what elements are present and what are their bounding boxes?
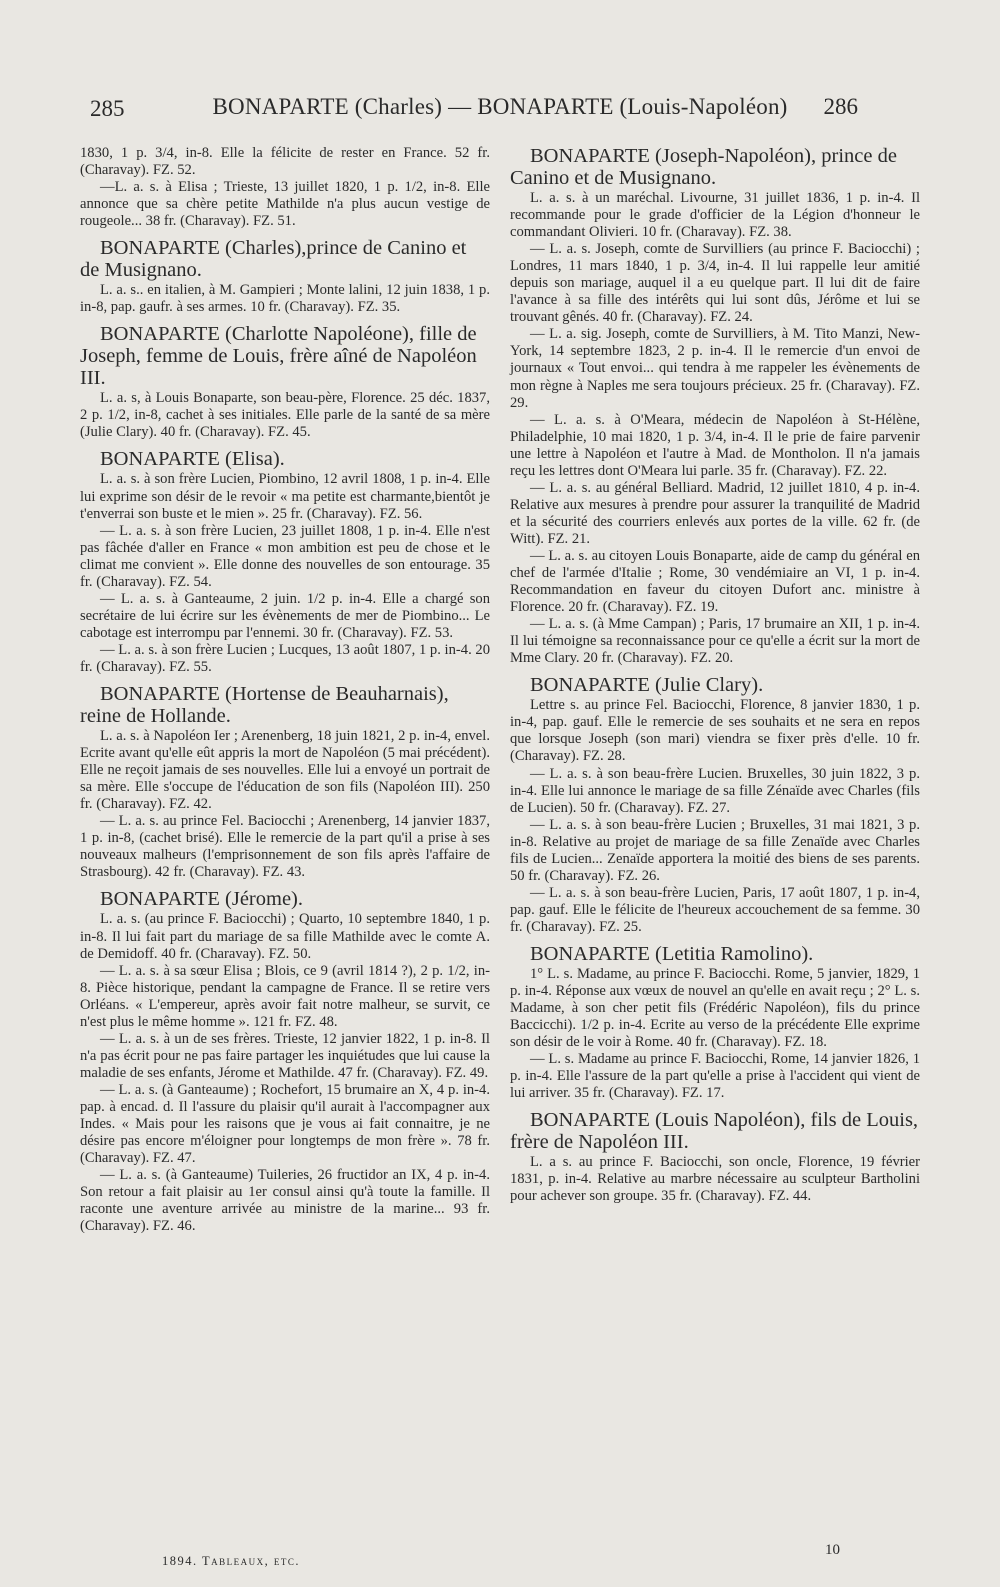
right-column [510, 145, 920, 1205]
lot-description: L. a. s, à Louis Bonaparte, son beau-père, Florence. 25 déc. 1837, 2 p. 1/2, in-8, cachet à ses initiales. Elle parle de la santé de sa mère (Julie Clary). 40 fr. (Charavay). FZ. 45. [80, 390, 490, 441]
entry-heading: BONAPARTE (Charles),prince de Canino et de Musignano. [80, 237, 467, 282]
lot-description: — L. a. s. à Ganteaume, 2 juin. 1/2 p. in-4. Elle a chargé son secrétaire de lui écrire sur les évènements de mer de Piombino... Le cabotage est interrompu par l'ennemi. 30 fr. (Charavay). FZ. 53. [80, 590, 490, 641]
entry-heading: BONAPARTE (Jérome). [100, 888, 303, 911]
entry-heading: BONAPARTE (Julie Clary). [530, 674, 764, 697]
entry-heading: BONAPARTE (Louis Napoléon), fils de Louis, frère de Napoléon III. [510, 1109, 919, 1154]
entry-heading: BONAPARTE (Hortense de Beauharnais), reine de Hollande. [80, 683, 449, 728]
catalogue-entry [80, 323, 490, 441]
catalogue-entry [80, 448, 490, 676]
lot-description: — L. a. s. au prince Fel. Baciocchi ; Arenenberg, 14 janvier 1837, 1 p. in-8, (cachet brisé). Elle le remercie de la part qu'il a prise à ses nouveaux malheurs (l'emprisonnement de son fils après l'affaire de Strasbourg). 42 fr. (Charavay). FZ. 43. [80, 813, 490, 881]
page-number-left: 285 [90, 96, 125, 121]
lot-description: — L. a. sig. Joseph, comte de Survilliers, à M. Tito Manzi, New-York, 14 septembre 1823, 2 p. in-4. Il le remercie d'un envoi de journaux « Tout envoi... qui tendra à me rappeler les évènements de mon règne à Naples me sera toujours précieux. 25 fr. (Charavay). FZ. 29. [510, 326, 920, 411]
left-column [80, 145, 490, 1235]
lot-description: — L. a. s. (à Ganteaume) Tuileries, 26 fructidor an IX, 4 p. in-4. Son retour a fait plaisir au 1er consul ainsi qu'à toute la famille. Il raconte une aventure arrivée au ministre de la marine... 93 fr. (Charavay). FZ. 46. [80, 1167, 490, 1235]
catalogue-entry [80, 145, 490, 230]
lot-description: L. a. s. à Napoléon Ier ; Arenenberg, 18 juin 1821, 2 p. in-4, envel. Ecrite avant qu'elle eût appris la mort de Napoléon (5 mai précédent). Elle ne reçoit jamais de ses nouvelles. Elle lui a envoyé un portrait de sa mère. Elle s'occupe de l'éducation de son fils (Napoléon III). 250 fr. (Charavay). FZ. 42. [80, 728, 490, 813]
entry-heading: BONAPARTE (Joseph-Napoléon), prince de Canino et de Musignano. [510, 145, 897, 189]
entry-heading: BONAPARTE (Letitia Ramolino). [530, 942, 814, 965]
lot-description: — L. a. s. (à Ganteaume) ; Rochefort, 15 brumaire an X, 4 p. in-4. pap. à encad. d. Il l'assure du plaisir qu'il aurait à l'accompagner aux Indes. « Mais pour les raisons que je vous ai fait connaitre, je ne désire pas encore m'éloigner pour longtemps de mon frère ». 78 fr. (Charavay). FZ. 47. [80, 1081, 490, 1167]
lot-description: — L. a. s. (à Mme Campan) ; Paris, 17 brumaire an XII, 1 p. in-4. Il lui témoigne sa reconnaissance pour ce qu'elle a écrit sur la mort de Mme Clary. 20 fr. (Charavay). FZ. 20. [510, 616, 920, 667]
printer-note: 1894. Tableaux, etc. [162, 1554, 301, 1568]
lot-description: — L. a. s. à son frère Lucien, 23 juillet 1808, 1 p. in-4. Elle n'est pas fâchée d'aller en France « mon ambition est peu de chose et le climat me convient ». Elle donne des nouvelles de son entourage. 35 fr. (Charavay). FZ. 54. [80, 522, 490, 590]
lot-description: L. a. s. à un maréchal. Livourne, 31 juillet 1836, 1 p. in-4. Il recommande pour le grade d'officier de la Légion d'honneur le commandant Olivieri. 10 fr. (Charavay). FZ. 38. [510, 190, 920, 241]
lot-description: — L. a. s. à sa sœur Elisa ; Blois, ce 9 (avril 1814 ?), 2 p. 1/2, in-8. Pièce historique, pendant la campagne de France. Il se retire vers Orléans. « L'empereur, après avoir fait notre malheur, se survit, ce n'est plus le même homme ». 121 fr. FZ. 48. [80, 962, 490, 1030]
catalogue-entry [80, 237, 490, 316]
lot-description: — L. a. s. à un de ses frères. Trieste, 12 janvier 1822, 1 p. in-8. Il n'a pas écrit pour ne pas faire partager les inquiétudes que lui cause la maladie de ses enfants, Jérome et Mathilde. 47 fr. (Charavay). FZ. 49. [80, 1030, 490, 1081]
lot-description: 1830, 1 p. 3/4, in-8. Elle la félicite de rester en France. 52 fr. (Charavay). FZ. 52. [80, 145, 490, 179]
signature-number: 10 [825, 1542, 840, 1558]
lot-description: — L. a. s. à O'Meara, médecin de Napoléon à St-Hélène, Philadelphie, 10 mai 1820, 1 p. 3/4, in-4. Il le prie de faire parvenir une lettre à Napoléon et l'autre à Mad. de Montholon. Il n'a jamais reçu les lettres dont O'Meara lui parle. 35 fr. (Charavay). FZ. 22. [510, 411, 920, 479]
catalogue-entry [510, 145, 920, 667]
page-number-right: 286 [823, 94, 858, 119]
lot-description: — L. a. s. à son beau-frère Lucien. Bruxelles, 30 juin 1822, 3 p. in-4. Elle lui annonce le mariage de sa fille Zénaïde avec Charles (fils de Lucien). 50 fr. (Charavay). FZ. 27. [510, 765, 920, 816]
running-header [0, 90, 1000, 126]
lot-description: — L. a. s. à son beau-frère Lucien ; Bruxelles, 31 mai 1821, 3 p. in-8. Relative au projet de mariage de sa fille Zenaïde avec Charles fils de Lucien... Zenaïde apportera la moitié des biens de ses parents. 50 fr. (Charavay). FZ. 26. [510, 816, 920, 884]
lot-description: L. a. s. à son frère Lucien, Piombino, 12 avril 1808, 1 p. in-4. Elle lui exprime son désir de le revoir « ma petite est charmante,bientôt je t'enverrai son buste et le mien ». 25 fr. (Charavay). FZ. 56. [80, 471, 490, 522]
catalogue-entry [80, 888, 490, 1235]
lot-description: — L. a. s. au citoyen Louis Bonaparte, aide de camp du général en chef de l'armée d'Italie ; Rome, 30 vendémiaire an VI, 1 p. in-4. Recommandation en faveur du citoyen Dufort anc. ministre à Florence. 20 fr. (Charavay). FZ. 19. [510, 547, 920, 616]
entry-heading: BONAPARTE (Charlotte Napoléone), fille de Joseph, femme de Louis, frère aîné de Napoléon III. [80, 323, 477, 390]
lot-description: Lettre s. au prince Fel. Baciocchi, Florence, 8 janvier 1830, 1 p. in-4, pap. gauf. Elle le remercie de ses souhaits et ne sera en repos que lorsque Joseph (son mari) viendra se fixer près d'elle. 10 fr. (Charavay). FZ. 28. [510, 697, 920, 765]
lot-description: — L. a. s. à son beau-frère Lucien, Paris, 17 août 1807, 1 p. in-4, pap. gauf. Elle le félicite de l'heureux accouchement de sa femme. 30 fr. (Charavay). FZ. 25. [510, 884, 920, 935]
lot-description: L. a. s.. en italien, à M. Gampieri ; Monte lalini, 12 juin 1838, 1 p. in-8, pap. gaufr. à ses armes. 10 fr. (Charavay). FZ. 35. [80, 282, 490, 316]
lot-description: —L. a. s. à Elisa ; Trieste, 13 juillet 1820, 1 p. 1/2, in-8. Elle annonce que sa chère petite Mathilde n'a plus aucun vestige de rougeole... 38 fr. (Charavay). FZ. 51. [80, 179, 490, 230]
lot-description: L. a. s. (au prince F. Baciocchi) ; Quarto, 10 septembre 1840, 1 p. in-8. Il lui fait part du mariage de sa fille Mathilde avec le comte A. de Demidoff. 40 fr. (Charavay). FZ. 50. [80, 911, 490, 962]
entry-heading: BONAPARTE (Elisa). [100, 448, 285, 471]
lot-description: — L. a. s. Joseph, comte de Survilliers (au prince F. Baciocchi) ; Londres, 11 mars 1840, 1 p. 3/4, in-4. Il lui rappelle leur amitié depuis son mariage, auquel il a eu quelque part. Il lui dit de faire l'avance à sa fille des intérêts qui lui sont dûs, Jérôme et lui se trouvant gênés. 40 fr. (Charavay). FZ. 24. [510, 241, 920, 326]
catalogue-entry [510, 1109, 920, 1205]
lot-description: — L. a. s. à son frère Lucien ; Lucques, 13 août 1807, 1 p. in-4. 20 fr. (Charavay). FZ. 55. [80, 641, 490, 675]
lot-description: — L. s. Madame au prince F. Baciocchi, Rome, 14 janvier 1826, 1 p. in-4. Elle l'assure de la part qu'elle a prise à l'accident qui vient de lui arriver. 35 fr. (Charavay). FZ. 17. [510, 1051, 920, 1102]
catalogue-entry [80, 683, 490, 881]
lot-description: L. a s. au prince F. Baciocchi, son oncle, Florence, 19 février 1831, p. in-4. Relative au marbre nécessaire au sculpteur Bartholini pour achever son groupe. 35 fr. (Charavay). FZ. 44. [510, 1154, 920, 1205]
lot-description: — L. a. s. au général Belliard. Madrid, 12 juillet 1810, 4 p. in-4. Relative aux mesures à prendre pour assurer la tranquilité de Madrid et la sécurité des courriers enlevés aux portes de la ville. 62 fr. (de Witt). FZ. 21. [510, 479, 920, 547]
catalogue-entry [510, 674, 920, 936]
running-title: BONAPARTE (Charles) — BONAPARTE (Louis-Napoléon) [212, 94, 788, 119]
lot-description: 1° L. s. Madame, au prince F. Baciocchi. Rome, 5 janvier, 1829, 1 p. in-4. Réponse aux vœux de nouvel an qu'elle en avait reçu ; 2° L. s. Madame, à son cher petit fils (Frédéric Napoléon), fils du prince Baccicchi). 1/2 p. in-4. Ecrite au verso de la précédente Elle exprime son désir de le voir à Rome. 40 fr. (Charavay). FZ. 18. [510, 965, 920, 1051]
catalogue-entry [510, 943, 920, 1102]
